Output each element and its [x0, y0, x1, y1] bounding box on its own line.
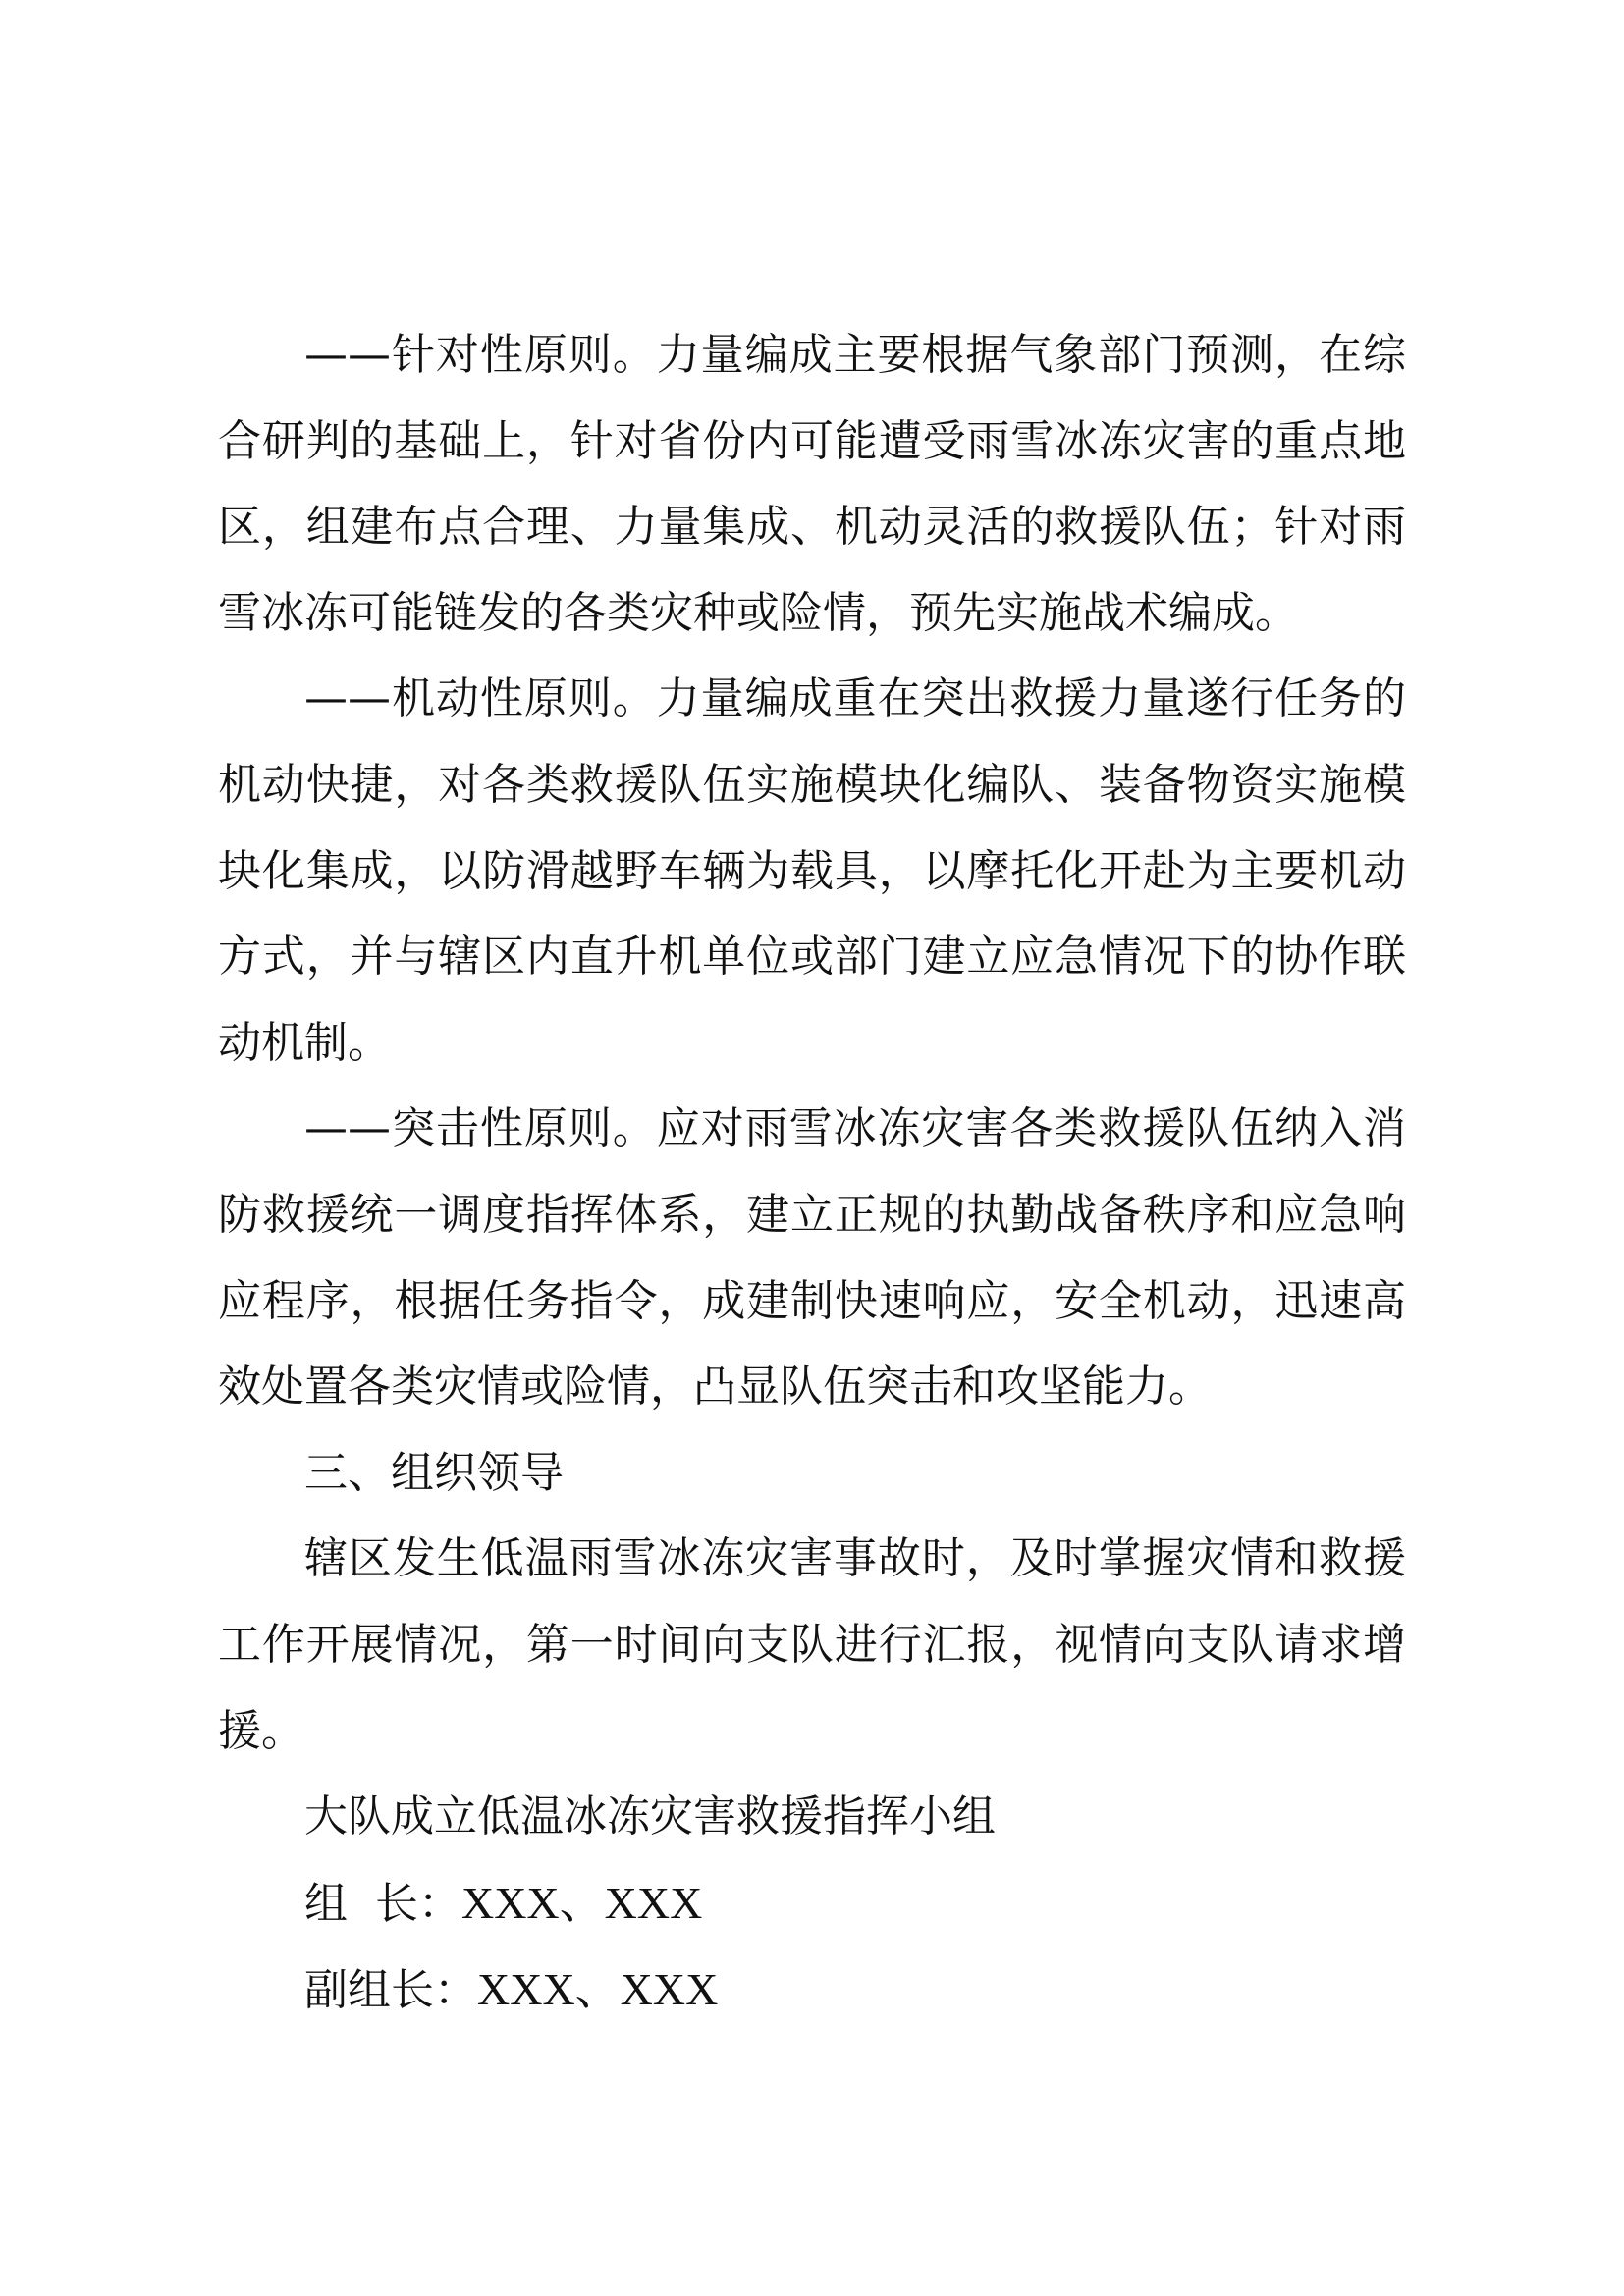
group-title: 大队成立低温冰冻灾害救援指挥小组	[304, 1791, 996, 1842]
leader-label: 组 长：	[304, 1878, 461, 1929]
principle-paragraph-assault: ——突击性原则。应对雨雪冰冻灾害各类救援队伍纳入消防救援统一调度指挥体系，建立正规的执勤战备秩序和应急响应程序，根据任务指令，成建制快速响应，安全机动，迅速高效处置各类灾情或险情，凸显队伍突击和攻坚能力。	[218, 1103, 1406, 1413]
deputy-names: XXX、XXX	[477, 1964, 719, 2015]
section-heading: 三、组织领导	[304, 1447, 564, 1498]
leader-names: XXX、XXX	[460, 1877, 703, 1928]
section-paragraph: 辖区发生低温雨雪冰冻灾害事故时，及时掌握灾情和救援工作开展情况，第一时间向支队进行汇报，视情向支队请求增援。	[218, 1533, 1406, 1756]
deputy-line	[218, 1947, 1406, 2034]
leader-line	[218, 1860, 1406, 1948]
document-page	[218, 312, 1406, 2034]
principle-paragraph-targeted: ——针对性原则。力量编成主要根据气象部门预测，在综合研判的基础上，针对省份内可能遭受雨雪冰冻灾害的重点地区，组建布点合理、力量集成、机动灵活的救援队伍；针对雨雪冰冻可能链发的各类灾种或险情，预先实施战术编成。	[218, 330, 1406, 638]
deputy-label: 副组长：	[304, 1965, 477, 2016]
principle-paragraph-mobility: ——机动性原则。力量编成重在突出救援力量遂行任务的机动快捷，对各类救援队伍实施模块化编队、装备物资实施模块化集成，以防滑越野车辆为载具，以摩托化开赴为主要机动方式，并与辖区内直升机单位或部门建立应急情况下的协作联动机制。	[218, 673, 1406, 1068]
